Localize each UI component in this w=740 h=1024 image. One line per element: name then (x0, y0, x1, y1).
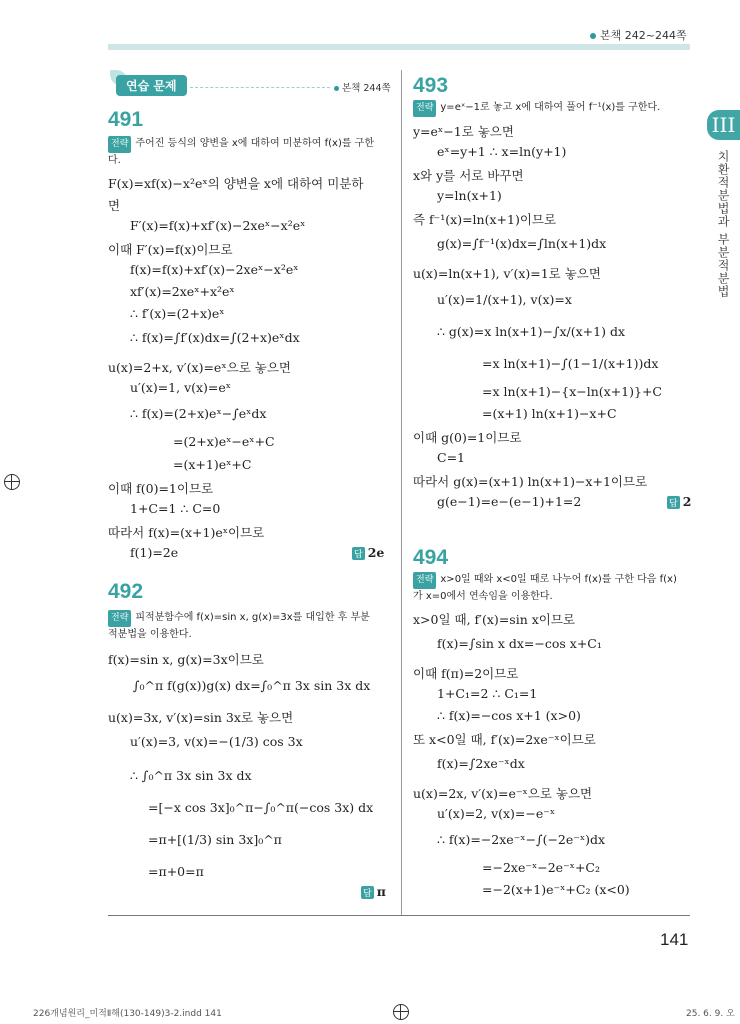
registration-mark-icon (393, 1004, 409, 1020)
solution-line: y=ln(x+1) (437, 188, 502, 203)
answer-493: 답 2 (669, 494, 692, 509)
practice-badge-label: 연습 문제 (116, 75, 187, 96)
hint-494: 전략 x>0일 때와 x<0일 때로 나누어 f(x)를 구한 다음 f(x) 가 x=0에서 연속임을 이용한다. (413, 574, 677, 602)
problem-number-494: 494 (413, 546, 449, 569)
solution-line: =−2xe⁻ˣ−2e⁻ˣ+C₂ (482, 860, 601, 875)
solution-line: ∴ f′(x)=(2+x)eˣ (130, 306, 225, 321)
header-page-reference: 본책 242~244쪽 (590, 27, 687, 43)
solution-line: u(x)=3x, v′(x)=sin 3x로 놓으면 (108, 710, 294, 725)
solution-line: eˣ=y+1 ∴ x=ln(y+1) (437, 144, 567, 159)
solution-line: C=1 (437, 450, 465, 465)
solution-line: f(x)=f(x)+xf′(x)−2xeˣ−x²eˣ (130, 262, 299, 277)
solution-line: =(2+x)eˣ−eˣ+C (173, 434, 275, 449)
hint-492: 전략 피적분함수에 f(x)=sin x, g(x)=3x를 대입한 후 부분 적분법을 이용한다. (108, 612, 370, 640)
page-number: 141 (660, 930, 689, 949)
solution-line: f(x)=∫sin x dx=−cos x+C₁ (437, 636, 602, 651)
solution-line: u(x)=2x, v′(x)=e⁻ˣ으로 놓으면 (413, 786, 593, 801)
solution-line: F′(x)=f(x)+xf′(x)−2xeˣ−x²eˣ (130, 218, 306, 233)
solution-line: f(x)=sin x, g(x)=3x이므로 (108, 652, 264, 667)
solution-line: 또 x<0일 때, f′(x)=2xe⁻ˣ이므로 (413, 732, 596, 747)
solution-line: u′(x)=2, v(x)=−e⁻ˣ (437, 806, 556, 821)
column-divider (401, 70, 402, 915)
solution-line: 이때 f(0)=1이므로 (108, 481, 214, 496)
registration-mark-icon (4, 474, 20, 490)
solution-line: =[−x cos 3x]₀^π−∫₀^π(−cos 3x) dx (148, 800, 374, 815)
solution-line: ∴ f(x)=−2xe⁻ˣ−∫(−2e⁻ˣ)dx (437, 832, 606, 847)
solution-line: f(x)=∫2xe⁻ˣdx (437, 756, 525, 771)
solution-line: g(e−1)=e−(e−1)+1=2 (437, 494, 582, 509)
solution-line: x와 y를 서로 바꾸면 (413, 168, 524, 183)
problem-number-491: 491 (108, 108, 144, 131)
solution-line: u′(x)=3, v(x)=−(1/3) cos 3x (130, 734, 303, 749)
solution-line: =π+[(1/3) sin 3x]₀^π (148, 832, 282, 847)
solution-line: 이때 f(π)=2이므로 (413, 666, 519, 681)
answer-491: 답 2e (354, 545, 385, 560)
hint-tag: 전략 (413, 100, 436, 117)
answer-492: 답 π (363, 884, 386, 899)
solution-line: 따라서 g(x)=(x+1) ln(x+1)−x+1이므로 (413, 474, 648, 489)
solution-line: =−2(x+1)e⁻ˣ+C₂ (x<0) (482, 882, 630, 897)
solution-line: y=eˣ−1로 놓으면 (413, 124, 514, 139)
solution-line: 1+C₁=2 ∴ C₁=1 (437, 686, 538, 701)
solution-line: 이때 F′(x)=f(x)이므로 (108, 242, 233, 257)
hint-tag: 전략 (108, 610, 131, 627)
solution-line: ∴ ∫₀^π 3x sin 3x dx (130, 768, 252, 783)
solution-line: g(x)=∫f⁻¹(x)dx=∫ln(x+1)dx (437, 236, 607, 251)
solution-line: =(x+1) ln(x+1)−x+C (482, 406, 617, 421)
solution-line: ∫₀^π f(g(x))g(x) dx=∫₀^π 3x sin 3x dx (133, 678, 371, 693)
solution-line: 즉 f⁻¹(x)=ln(x+1)이므로 (413, 212, 557, 227)
chapter-tab: III (707, 110, 740, 140)
footer-filename: 226개념원리_미적Ⅱ해(130-149)3-2.indd 141 (33, 1009, 222, 1019)
solution-line: ∴ f(x)=∫f′(x)dx=∫(2+x)eˣdx (130, 330, 300, 345)
solution-line: 면 (108, 198, 121, 213)
solution-line: ∴ g(x)=x ln(x+1)−∫x/(x+1) dx (437, 324, 626, 339)
bullet-icon (590, 33, 596, 39)
problem-number-492: 492 (108, 580, 144, 603)
hint-tag: 전략 (108, 136, 131, 153)
answer-mark: 답 (667, 496, 680, 509)
solution-line: F(x)=xf(x)−x²eˣ의 양변을 x에 대하여 미분하 (108, 176, 364, 191)
hint-493: 전략 y=eˣ−1로 놓고 x에 대하여 풀어 f⁻¹(x)를 구한다. (413, 100, 698, 117)
badge-page-reference: 본책 244쪽 (334, 80, 391, 94)
answer-mark: 답 (352, 547, 365, 560)
footer-rule (108, 915, 690, 916)
solution-line: =x ln(x+1)−{x−ln(x+1)}+C (482, 384, 662, 399)
solution-line: ∴ f(x)=(2+x)eˣ−∫eˣdx (130, 406, 267, 421)
answer-mark: 답 (361, 886, 374, 899)
hint-491: 전략 주어진 등식의 양변을 x에 대하여 미분하여 f(x)를 구한 다. (108, 138, 375, 166)
practice-badge (116, 75, 187, 96)
solution-line: u(x)=2+x, v′(x)=eˣ으로 놓으면 (108, 360, 291, 375)
solution-line: =(x+1)eˣ+C (173, 457, 252, 472)
solution-line: x>0일 때, f′(x)=sin x이므로 (413, 612, 575, 627)
hint-tag: 전략 (413, 572, 436, 589)
solution-line: u′(x)=1, v(x)=eˣ (130, 380, 232, 395)
solution-line: 1+C=1 ∴ C=0 (130, 501, 221, 516)
solution-line: =π+0=π (148, 864, 204, 879)
solution-line: =x ln(x+1)−∫(1−1/(x+1))dx (482, 356, 659, 371)
footer-timestamp: 25. 6. 9. 오 (686, 1009, 735, 1019)
solution-line: ∴ f(x)=−cos x+1 (x>0) (437, 708, 581, 723)
solution-line: u(x)=ln(x+1), v′(x)=1로 놓으면 (413, 266, 601, 281)
badge-divider (190, 87, 330, 88)
solution-line: f(1)=2e (130, 545, 179, 560)
bullet-icon (334, 86, 339, 91)
solution-line: 따라서 f(x)=(x+1)eˣ이므로 (108, 525, 265, 540)
problem-number-493: 493 (413, 74, 449, 97)
header-bar (108, 44, 690, 50)
solution-line: xf′(x)=2xeˣ+x²eˣ (130, 284, 235, 299)
solution-line: 이때 g(0)=1이므로 (413, 430, 522, 445)
solution-line: u′(x)=1/(x+1), v(x)=x (437, 292, 572, 307)
chapter-title: 치환적분법과 부분적분법 (716, 150, 730, 298)
